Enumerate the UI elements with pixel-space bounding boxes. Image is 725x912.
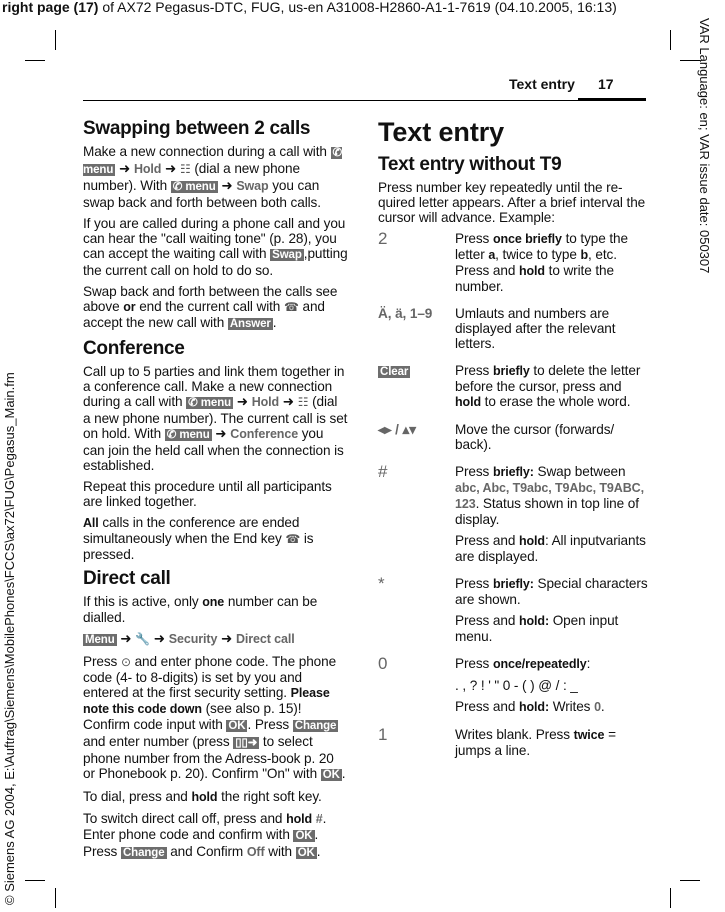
menu-term: #	[315, 812, 323, 826]
text: .	[316, 844, 321, 859]
key-table	[378, 231, 648, 764]
key-row	[378, 231, 648, 300]
text: with	[264, 844, 296, 859]
bold-text: once/repeatedly	[492, 657, 587, 671]
section-title: Text entry	[378, 117, 505, 147]
key-icon: ☎	[283, 300, 299, 314]
text: ➜	[211, 426, 231, 441]
bold-text: once briefly	[492, 232, 562, 246]
description-paragraph	[455, 678, 648, 693]
bold-text: Please note this code down	[83, 686, 330, 716]
key-description	[455, 576, 648, 650]
key-label	[378, 363, 455, 416]
key-description	[455, 464, 648, 570]
bold-text: hold:	[518, 614, 550, 628]
text: .	[600, 699, 605, 714]
intro-paragraph: Press number key repeatedly until the re-quired letter appears. After a brief interval the cursor will advance. Example:	[378, 180, 646, 225]
key-text: *	[378, 574, 385, 593]
print-info-rest: of AX72 Pegasus-DTC, FUG, us-en A31008-H2860-A1-1-7619 (04.10.2005, 16:13)	[98, 0, 617, 15]
text: (see also p. 15)! Confirm code input with	[83, 701, 302, 732]
text: , twice to type	[495, 247, 581, 262]
key-text: ◂▸ / ▴▾	[378, 422, 416, 437]
text: and Confirm	[166, 844, 247, 859]
header-rule	[83, 100, 646, 101]
bold-text: hold	[518, 264, 545, 278]
bold-text: hold	[518, 534, 545, 548]
key-icon: ☷	[297, 395, 309, 409]
paragraph	[83, 479, 348, 509]
text: . Status shown in top line of display.	[455, 496, 639, 527]
paragraph	[83, 789, 348, 805]
key-description	[455, 727, 648, 764]
text: you can swap back and forth between both calls.	[83, 178, 321, 210]
key-description	[455, 422, 648, 458]
key-label	[378, 576, 455, 650]
text: (dial a new phone number). With	[83, 161, 300, 193]
crop-mark	[55, 30, 56, 50]
paragraph	[83, 811, 348, 861]
softkey-label: ✆ menu	[83, 147, 343, 176]
text: to erase the whole word.	[480, 394, 631, 409]
text: :	[586, 656, 591, 671]
crop-mark	[670, 30, 671, 50]
softkey-label: Change	[294, 720, 337, 732]
subsection-title: Text entry without T9	[378, 154, 562, 175]
text: number can be dialled.	[83, 594, 318, 625]
crop-mark	[680, 880, 700, 881]
key-text: 1	[378, 725, 388, 744]
text: Make a new connection during a call with	[83, 144, 331, 159]
menu-term: abc, Abc, T9abc, T9Abc, T9ABC, 123	[455, 481, 644, 511]
text: Swap between	[533, 464, 626, 479]
text: Special characters are shown.	[455, 576, 648, 607]
menu-term: Off	[246, 845, 265, 859]
text: Open input menu.	[455, 613, 619, 644]
text: (dial a new phone number). The current call is set on hold. With	[83, 394, 348, 441]
text: Press	[455, 464, 493, 479]
text: Press	[455, 656, 493, 671]
text: and accept the new call with	[83, 299, 325, 330]
softkey-label: Answer	[229, 318, 271, 330]
text: . , ? ! ' " 0 - ( ) @ / : _	[455, 678, 578, 693]
text: to type the letter	[455, 231, 628, 262]
description-paragraph	[455, 231, 648, 294]
text: end the current call with	[135, 299, 284, 314]
text: If you are called during a phone call and you can hear the "call waiting tone" (p. 28), you can accept the waiting call with	[83, 216, 346, 261]
page-number: 17	[598, 76, 614, 92]
text: Press and	[455, 699, 519, 714]
description-paragraph	[455, 306, 648, 351]
key-row	[378, 656, 648, 721]
header-tab-bar	[578, 98, 646, 101]
key-row	[378, 576, 648, 650]
menu-term: Swap	[236, 179, 269, 193]
section-heading: Direct call	[83, 568, 171, 589]
text: ➜	[233, 394, 252, 409]
menu-term: Security	[168, 632, 218, 646]
text: is pressed.	[83, 531, 314, 562]
bold-text: b	[580, 248, 589, 262]
key-row	[378, 363, 648, 416]
file-path-info: © Siemens AG 2004, E:\Auftrag\Siemens\MobilePhones\FCCS\ax72\FUG\Pegasus_Main.fm	[2, 372, 17, 905]
text: and enter number (press	[83, 734, 234, 749]
text: Swap back and forth between the calls see above	[83, 284, 338, 314]
key-description	[455, 656, 648, 721]
text: to write the number.	[455, 263, 614, 294]
text: Press and	[455, 613, 519, 628]
text: Press and	[455, 533, 519, 548]
description-paragraph	[455, 576, 648, 607]
key-label	[378, 727, 455, 764]
key-text: 0	[378, 654, 388, 673]
softkey-label: Change	[122, 847, 165, 859]
crop-mark	[25, 60, 45, 61]
paragraph	[83, 364, 348, 473]
bold-text: briefly	[492, 364, 530, 378]
text: ➜	[217, 178, 237, 193]
softkey-label: ✆ menu	[166, 429, 210, 441]
text: you can join the held call when the connection is established.	[83, 426, 344, 473]
text: Writes blank. Press	[455, 727, 574, 742]
crop-mark	[670, 888, 671, 908]
paragraph	[83, 631, 348, 648]
description-paragraph	[455, 613, 648, 644]
key-text: Ä, ä, 1–9	[378, 306, 433, 321]
menu-term: Conference	[230, 427, 299, 441]
variant-info: VAR Language: en; VAR issue date: 050307	[697, 18, 712, 274]
bold-text: hold	[191, 790, 218, 804]
paragraph	[83, 216, 348, 278]
softkey-label: ✆ menu	[172, 181, 216, 193]
print-info-line	[2, 0, 617, 15]
key-row	[378, 464, 648, 570]
text: ➜	[279, 394, 298, 409]
text: ➜	[115, 161, 134, 176]
text: Repeat this procedure until all participants are linked together.	[83, 479, 332, 509]
text: Move the cursor (forwards/ back).	[455, 422, 615, 452]
text: the right soft key.	[217, 789, 322, 804]
key-description	[455, 306, 648, 357]
softkey-label: OK	[297, 847, 315, 859]
paragraph	[83, 594, 348, 625]
description-paragraph	[455, 727, 648, 758]
menu-term: Hold	[251, 395, 280, 409]
text: and enter phone code. The phone code (4- to 8-digits) is set by you and entered at the first security setting.	[83, 654, 337, 700]
softkey-label: Menu	[85, 634, 115, 646]
key-icon: ⊙	[120, 655, 131, 669]
section-heading: Conference	[83, 338, 185, 359]
text: ➜	[161, 161, 180, 176]
key-label	[378, 464, 455, 570]
description-paragraph	[455, 656, 648, 672]
description-paragraph	[455, 533, 648, 564]
menu-term: Direct call	[235, 632, 295, 646]
key-label	[378, 656, 455, 721]
description-paragraph	[455, 699, 648, 715]
bold-text: or	[123, 300, 136, 314]
key-icon: ☷	[179, 162, 191, 176]
menu-term: 0	[594, 700, 601, 714]
bold-text: twice	[573, 728, 605, 742]
running-header-title: Text entry	[509, 76, 575, 92]
text: .	[272, 315, 277, 330]
key-icon: ☎	[285, 532, 301, 546]
bold-text: one	[202, 595, 225, 609]
text: to delete the letter before the cursor, press and	[455, 363, 641, 394]
text: . Press	[247, 717, 293, 732]
text: To switch direct call off, press and	[83, 811, 287, 826]
description-paragraph	[455, 464, 648, 527]
description-paragraph	[455, 422, 648, 452]
softkey-label: Swap	[272, 249, 302, 261]
key-text: 2	[378, 229, 388, 248]
text: Press	[455, 363, 493, 378]
section-heading: Swapping between 2 calls	[83, 118, 311, 139]
text: .	[341, 766, 346, 781]
softkey-label: ✆ menu	[188, 397, 232, 409]
key-text: Clear	[380, 366, 409, 378]
key-icon: 🔧	[135, 632, 151, 646]
softkey-label: OK	[228, 720, 246, 732]
key-description	[455, 363, 648, 416]
menu-term: Hold	[133, 162, 162, 176]
text: . Enter phone code and confirm with	[83, 811, 327, 842]
bold-text: hold	[455, 395, 481, 409]
text: ,putting the current call on hold to do so.	[83, 246, 348, 278]
text: Umlauts and numbers are displayed after the relevant letters.	[455, 306, 616, 351]
softkey-label: ▯▯➜	[235, 737, 258, 749]
bold-text: briefly:	[492, 577, 534, 591]
text: If this is active, only	[83, 594, 203, 609]
text: Press	[455, 576, 493, 591]
text: ➜	[116, 631, 136, 646]
text: Press	[455, 231, 493, 246]
text: ➜	[150, 631, 169, 646]
description-paragraph	[455, 363, 648, 410]
left-column	[83, 116, 348, 867]
bold-text: hold:	[518, 700, 550, 714]
paragraph	[83, 284, 348, 332]
key-label	[378, 422, 455, 458]
text: Press	[83, 654, 121, 669]
key-description	[455, 231, 648, 300]
text: Call up to 5 parties and link them together in a conference call. Make a new connection during a call with	[83, 364, 345, 409]
bold-text: briefly:	[492, 465, 534, 479]
text: ➜	[217, 631, 236, 646]
key-row	[378, 306, 648, 357]
paragraph	[83, 515, 348, 562]
key-label	[378, 306, 455, 357]
crop-mark	[55, 888, 56, 908]
key-row	[378, 422, 648, 458]
key-label	[378, 231, 455, 300]
softkey-label: OK	[295, 830, 313, 842]
text: = jumps a line.	[455, 727, 616, 758]
crop-mark	[25, 880, 45, 881]
bold-text: All	[83, 516, 99, 530]
text: to select phone number from the Adress-book p. 20 or Phonebook p. 20). Confirm "On" with	[83, 734, 334, 781]
softkey-label: OK	[322, 769, 340, 781]
paragraph	[83, 144, 348, 210]
bold-text: hold	[286, 812, 313, 826]
paragraph	[83, 654, 348, 783]
right-column	[378, 116, 648, 770]
text: , etc. Press and	[455, 247, 617, 278]
key-text: #	[378, 462, 388, 481]
text: To dial, press and	[83, 789, 192, 804]
print-info-bold: right page (17)	[2, 0, 99, 15]
text: calls in the conference are ended simultaneously when the End key	[83, 515, 300, 546]
text: . Press	[83, 827, 319, 859]
key-row	[378, 727, 648, 764]
text: Writes	[549, 699, 595, 714]
bold-text: a	[488, 248, 496, 262]
text: : All inputvariants are displayed.	[455, 533, 646, 564]
